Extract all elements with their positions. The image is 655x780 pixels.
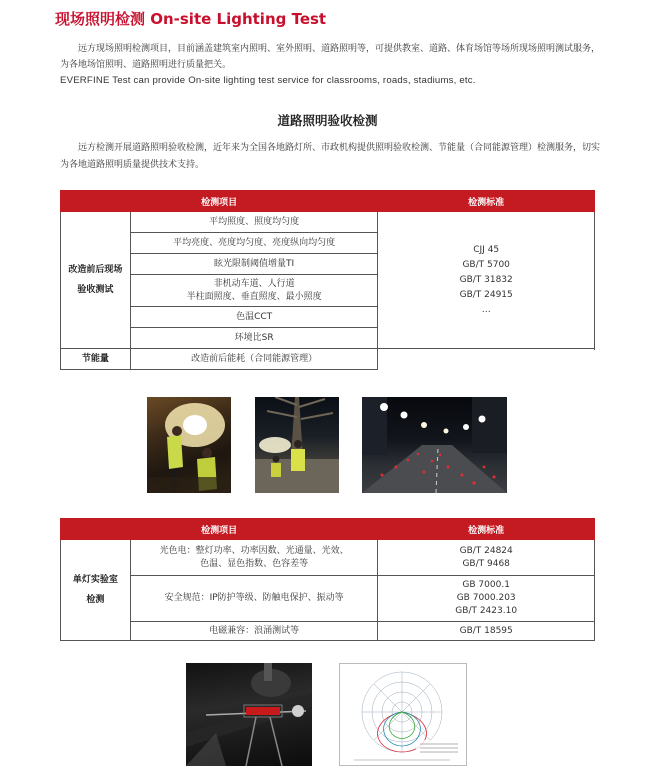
photo-scene [362,397,507,493]
table1-row-item-line1: 非机动车道、人行道 [213,278,295,289]
table1-row-item: 环境比SR [130,328,378,349]
section-title: 道路照明验收检测 [277,113,378,128]
intro-block [60,41,605,89]
standard-item: GB/T 9468 [462,558,510,569]
table1-group-label-line1: 改造前后现场 [68,265,123,275]
table2-group-label [61,540,131,641]
standard-item: GB/T 24915 [459,289,513,300]
table2-header-items: 检测项目 [61,519,378,540]
photo-scene [147,397,231,493]
table2-row-standard [378,540,595,576]
table2-row1-line1: 光色电：整灯功率、功率因数、光通量、光效、 [159,545,349,556]
photo-scene [186,663,312,766]
road-acceptance-table [60,190,595,370]
table2-row-standard: GB/T 18595 [378,622,595,641]
table1-energy-item: 改造前后能耗（合同能源管理） [130,349,378,370]
standard-item: GB 7000.203 [456,593,516,603]
table1-energy-label: 节能量 [61,349,131,370]
intro-zh: 远方现场照明检测项目，目前涵盖建筑室内照明、室外照明、道路照明等，可提供教室、道路、体育场馆等场所现场照明测试服务，为各地场馆照明、道路照明进行质量把关。 [60,44,601,70]
single-lamp-lab-table [60,518,595,641]
table1-row-item: 平均照度、照度均匀度 [130,212,378,233]
intro-en: EVERFINE Test can provide On-site lighting test service for classrooms, roads, stadiums, etc. [60,75,476,86]
table2-row1-line2: 色温、显色指数、色容差等 [200,558,309,569]
table1-row-item: 色温CCT [130,307,378,328]
table2-row-standard [378,576,595,622]
table2-group-label-line2: 检测 [86,595,105,605]
polar-plot [340,664,466,765]
page-title: 现场照明检测 On-site Lighting Test [55,10,327,28]
table2-group-label-line1: 单灯实验室 [72,575,118,585]
table1-standards-cell [378,212,595,349]
table1-group-label [61,212,131,349]
onsite-photo-street-measurement [255,397,339,493]
table1-row-item: 平均亮度、亮度均匀度、亮度纵向均匀度 [130,233,378,254]
section-description: 远方检测开展道路照明验收检测，近年来为全国各地路灯所、市政机构提供照明验收检测、节能量（合同能源管理）检测服务，切实为各地道路照明质量提供技术支持。 [60,143,601,170]
standard-item: GB/T 5700 [462,259,510,270]
onsite-photo-road-night [362,397,507,493]
table1-row-item [130,275,378,307]
table1-group-label-line2: 验收测试 [77,285,114,295]
standard-item: GB/T 31832 [459,274,513,285]
table2-row-item: 安全规范：IP防护等级、防触电保护、振动等 [130,576,377,622]
table1-header-items: 检测项目 [61,191,378,212]
table1-row-item-line2: 半柱面照度、垂直照度、最小照度 [186,291,322,302]
standard-item: GB/T 2423.10 [455,606,518,616]
table1-row-item: 眩光限制阈值增量TI [130,254,378,275]
standard-item: GB/T 24824 [459,545,513,556]
onsite-photo-workers-night [147,397,231,493]
standard-item: … [481,304,491,315]
table2-header-standard: 检测标准 [378,519,595,540]
table2-row-item: 电磁兼容：浪涌测试等 [130,622,377,641]
polar-light-distribution-chart [339,663,467,766]
photo-scene [255,397,339,493]
lab-goniophotometer-photo [186,663,312,766]
table2-row-item [130,540,377,576]
standard-item: CJJ 45 [473,244,500,255]
table1-header-standard: 检测标准 [378,191,595,212]
standard-item: GB 7000.1 [462,580,510,590]
